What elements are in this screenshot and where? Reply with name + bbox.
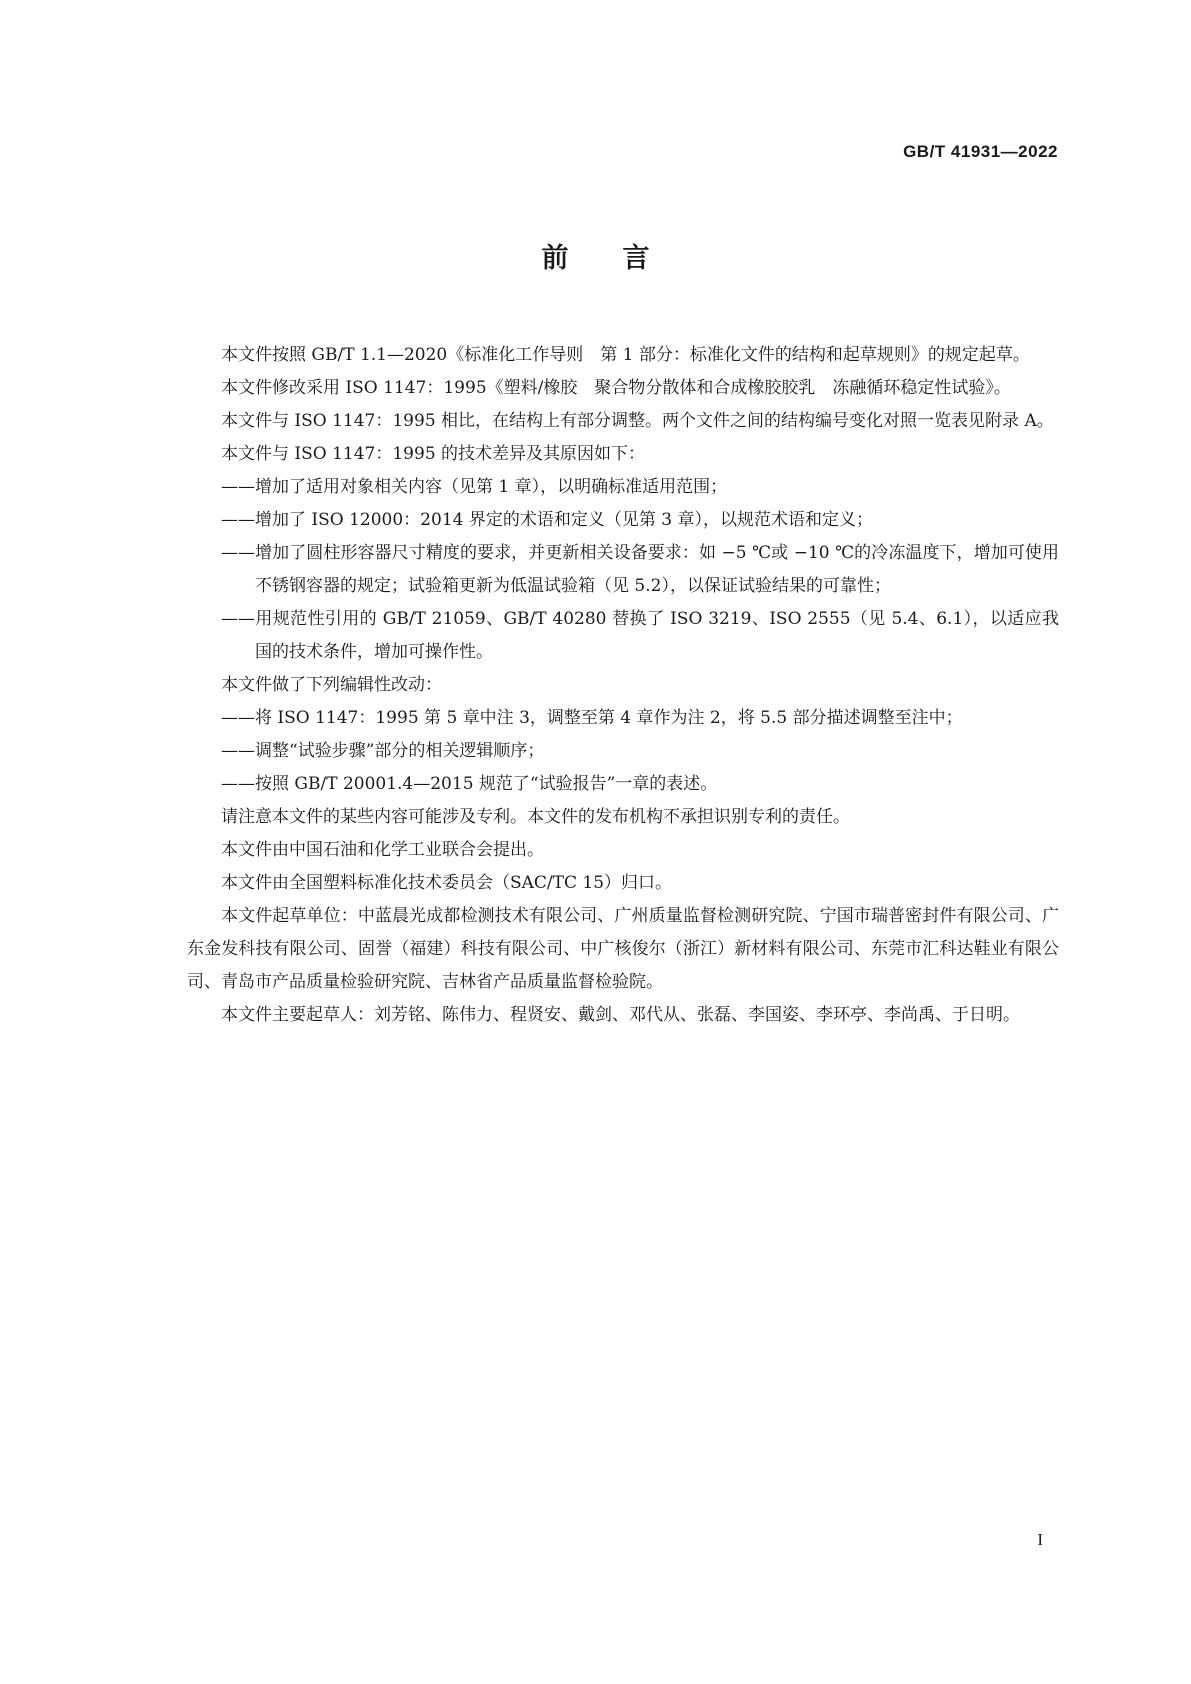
paragraph-proposer: 本文件由中国石油和化学工业联合会提出。	[221, 840, 544, 860]
paragraph-patent-notice: 请注意本文件的某些内容可能涉及专利。本文件的发布机构不承担识别专利的责任。	[221, 807, 850, 827]
editorial-change-item: ——调整“试验步骤”部分的相关逻辑顺序；	[221, 741, 545, 761]
paragraph-adoption: 本文件修改采用 ISO 1147：1995《塑料/橡胶 聚合物分散体和合成橡胶胶乳 冻融循环稳定性试验》。	[221, 378, 1011, 398]
paragraph-drafting-units: 本文件起草单位：中蓝晨光成都检测技术有限公司、广州质量监督检测研究院、宁国市瑞普密封件有限公司、广东金发科技有限公司、固誉（福建）科技有限公司、中广核俊尔（浙江）新材料有限公司、东莞市汇科达鞋业有限公司、青岛市产品质量检验研究院、吉林省产品质量监督检验院。	[187, 906, 1059, 992]
paragraph-drafting-rules: 本文件按照 GB/T 1.1—2020《标准化工作导则 第 1 部分：标准化文件的结构和起草规则》的规定起草。	[221, 345, 1030, 365]
paragraph-structure-changes: 本文件与 ISO 1147：1995 相比，在结构上有部分调整。两个文件之间的结构编号变化对照一览表见附录 A。	[221, 411, 1054, 431]
page-number: I	[1037, 1530, 1043, 1549]
tech-difference-item: ——增加了 ISO 12000：2014 界定的术语和定义（见第 3 章），以规范术语和定义；	[221, 510, 873, 530]
tech-difference-item: ——增加了适用对象相关内容（见第 1 章），以明确标准适用范围；	[221, 477, 728, 497]
standard-code: GB/T 41931—2022	[903, 142, 1058, 161]
editorial-change-item: ——按照 GB/T 20001.4—2015 规范了“试验报告”一章的表述。	[221, 774, 718, 794]
tech-difference-item: ——增加了圆柱形容器尺寸精度的要求，并更新相关设备要求：如 −5 ℃或 −10 ℃的冷冻温度下，增加可使用不锈钢容器的规定；试验箱更新为低温试验箱（见 5.2），以保证试验结果的可靠性；	[221, 543, 1059, 596]
paragraph-tech-diff-intro: 本文件与 ISO 1147：1995 的技术差异及其原因如下：	[221, 444, 646, 464]
paragraph-committee: 本文件由全国塑料标准化技术委员会（SAC/TC 15）归口。	[221, 873, 673, 893]
page-title: 前言	[541, 243, 704, 274]
paragraph-drafters: 本文件主要起草人：刘芳铭、陈伟力、程贤安、戴剑、邓代从、张磊、李国姿、李环亭、李尚禹、于日明。	[221, 1005, 1020, 1025]
preface-body	[187, 339, 1059, 1032]
editorial-change-item: ——将 ISO 1147：1995 第 5 章中注 3，调整至第 4 章作为注 2，将 5.5 部分描述调整至注中；	[221, 708, 963, 728]
paragraph-editorial-intro: 本文件做了下列编辑性改动：	[221, 675, 442, 695]
tech-difference-item: ——用规范性引用的 GB/T 21059、GB/T 40280 替换了 ISO 3219、ISO 2555（见 5.4、6.1），以适应我国的技术条件，增加可操作性。	[221, 609, 1059, 662]
